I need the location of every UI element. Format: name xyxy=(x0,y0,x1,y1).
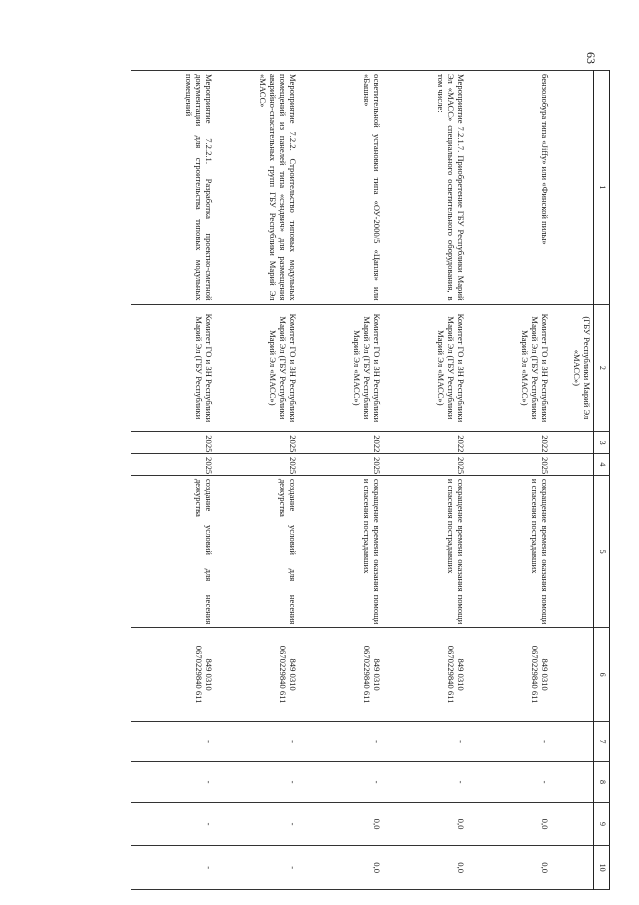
cell-executor: Комитет ГО и ЗН Республики Марий Эл (ГБУ Республики xyxy=(131,304,215,432)
cell-col8: - xyxy=(299,762,383,802)
page-number: 63 xyxy=(584,52,598,64)
cell-col10: - xyxy=(131,846,215,890)
cell-result: создание условий для несения дежурства xyxy=(131,475,215,628)
cell-measure: Мероприятие 7.2.1.7. Приобретение ГБУ Республики Марий Эл «МАСС» специального осветительного оборудования, в том числе: xyxy=(383,71,467,305)
cell-start-year: 2025 xyxy=(131,432,215,454)
cell-budget-code: 849 0310 0670229840 611 xyxy=(383,628,467,721)
rotated-table-container xyxy=(120,70,610,890)
cell-end-year xyxy=(551,454,594,476)
cell-end-year: 2025 xyxy=(383,454,467,476)
col-header-6: 6 xyxy=(594,628,610,721)
cell-col9: 0,0 xyxy=(467,802,551,846)
cell-col7: - xyxy=(131,721,215,761)
table-row xyxy=(215,71,299,890)
cell-end-year: 2025 xyxy=(131,454,215,476)
col-header-4: 4 xyxy=(594,454,610,476)
table-row xyxy=(467,71,551,890)
cell-end-year: 2025 xyxy=(215,454,299,476)
cell-col8: - xyxy=(215,762,299,802)
table-row xyxy=(551,71,594,890)
cell-executor: Комитет ГО и ЗН Республики Марий Эл (ГБУ Республики Марий Эл «МАСС») xyxy=(299,304,383,432)
cell-result: сокращение времени оказания помощи и спасения пострадавших xyxy=(299,475,383,628)
cell-result: сокращение времени оказания помощи и спасения пострадавших xyxy=(467,475,551,628)
cell-budget-code: 849 0310 0670229840 611 xyxy=(131,628,215,721)
cell-col7: - xyxy=(467,721,551,761)
cell-measure xyxy=(551,71,594,305)
col-header-10: 10 xyxy=(594,846,610,890)
cell-measure: бензолобура типа «Jiffy» или «Финской пилы» xyxy=(467,71,551,305)
cell-col10: - xyxy=(215,846,299,890)
cell-col10: 0,0 xyxy=(383,846,467,890)
col-header-1: 1 xyxy=(594,71,610,305)
cell-col7: - xyxy=(215,721,299,761)
cell-col10: 0,0 xyxy=(467,846,551,890)
col-header-9: 9 xyxy=(594,802,610,846)
col-header-2: 2 xyxy=(594,304,610,432)
cell-col7: - xyxy=(299,721,383,761)
cell-executor: Комитет ГО и ЗН Республики Марий Эл (ГБУ Республики Марий Эл «МАСС») xyxy=(215,304,299,432)
table-row xyxy=(383,71,467,890)
cell-result xyxy=(551,475,594,628)
cell-col9: - xyxy=(215,802,299,846)
cell-col7 xyxy=(551,721,594,761)
table-row xyxy=(131,71,215,890)
cell-col9: 0,0 xyxy=(383,802,467,846)
cell-budget-code: 849 0310 0670229840 611 xyxy=(299,628,383,721)
cell-col9 xyxy=(551,802,594,846)
cell-budget-code xyxy=(551,628,594,721)
program-table xyxy=(131,70,610,890)
cell-col8: - xyxy=(467,762,551,802)
cell-measure: Мероприятие 7.2.2. Строительство типовых модульных помещений из панелей типа «сэндвич» для размещения аварийно-спасательных групп ГБУ Республики Марий Эл «МАСС» xyxy=(215,71,299,305)
cell-end-year: 2025 xyxy=(299,454,383,476)
cell-col7: - xyxy=(383,721,467,761)
cell-col9: - xyxy=(131,802,215,846)
cell-measure: Мероприятие 7.2.2.1. Разработка проектно-сметной документации для строительства типовых модульных помещений xyxy=(131,71,215,305)
cell-start-year: 2022 xyxy=(467,432,551,454)
cell-start-year: 2022 xyxy=(383,432,467,454)
cell-col10: 0,0 xyxy=(299,846,383,890)
col-header-8: 8 xyxy=(594,762,610,802)
col-header-3: 3 xyxy=(594,432,610,454)
cell-start-year: 2025 xyxy=(215,432,299,454)
cell-result: сокращение времени оказания помощи и спасения пострадавших xyxy=(383,475,467,628)
col-header-5: 5 xyxy=(594,475,610,628)
cell-budget-code: 849 0310 0670229840 611 xyxy=(215,628,299,721)
cell-result: создание условий для несения дежурства xyxy=(215,475,299,628)
cell-executor: Комитет ГО и ЗН Республики Марий Эл (ГБУ Республики Марий Эл «МАСС») xyxy=(467,304,551,432)
cell-budget-code: 849 0310 0670229840 611 xyxy=(467,628,551,721)
cell-end-year: 2025 xyxy=(467,454,551,476)
col-header-7: 7 xyxy=(594,721,610,761)
cell-measure: осветительной установки типа «ОУ-2000/5 «Цапля» или «Башня» xyxy=(299,71,383,305)
cell-col8: - xyxy=(383,762,467,802)
header-row xyxy=(594,71,610,890)
cell-col10 xyxy=(551,846,594,890)
table-row xyxy=(299,71,383,890)
cell-col8 xyxy=(551,762,594,802)
cell-col8: - xyxy=(131,762,215,802)
cell-start-year: 2022 xyxy=(299,432,383,454)
cell-start-year xyxy=(551,432,594,454)
cell-col9: 0,0 xyxy=(299,802,383,846)
cell-executor: (ГБУ Республики Марий Эл «МАСС») xyxy=(551,304,594,432)
cell-executor: Комитет ГО и ЗН Республики Марий Эл (ГБУ Республики Марий Эл «МАСС») xyxy=(383,304,467,432)
